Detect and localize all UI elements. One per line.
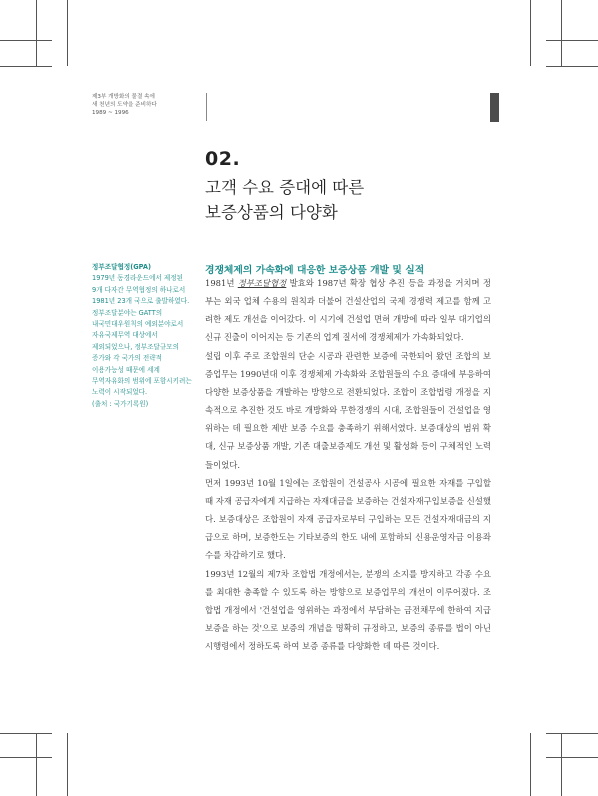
crop-mark	[67, 733, 68, 796]
sidenote-source: (출처 : 국가기록원)	[92, 399, 149, 408]
crop-mark	[546, 733, 598, 734]
header-divider	[206, 93, 207, 121]
running-head-subtitle: 새 천년의 도약을 준비하다	[92, 102, 157, 109]
paragraph: 먼저 1993년 10월 1일에는 조합원이 건설공사 시공에 필요한 자재를 구입할 때 자재 공급자에게 지급하는 자재대금을 보증하는 건설자재구입보증을 신설했다. 보증대상은 조합원이 자재 공급자로부터 구입하는 모든 건설자재대금의 지급으로 하며, 보증한도는 기타보증의 한도 내에 포함하되 신용운영자금 이용좌수를 차감하기로 했다.	[205, 477, 491, 561]
chapter-title-line: 고객 수요 증대에 따른	[205, 178, 365, 197]
chapter-tab-marker	[490, 93, 499, 122]
crop-mark	[0, 66, 52, 67]
paragraph-text: 발효와 1987년 확장 협상 추진 등을 과정을 거치며 정부는 외국 업체 수용의 원칙과 더불어 건설산업의 국제 경쟁력 제고를 함께 고려한 제도 개선을 이어갔다. 이 시기에 건설업 면허 개방에 따라 일부 대기업의 신규 진출이 이어지는 등 기존의 업계 질서에 경쟁체제가 가속화되었다.	[205, 278, 491, 343]
sidenote	[92, 262, 195, 410]
crop-mark	[530, 733, 531, 796]
crop-mark	[36, 733, 37, 796]
running-head-years: 1989 ~ 1996	[92, 110, 129, 117]
sidenote-title: 정부조달협정(GPA)	[92, 263, 151, 271]
paragraph	[205, 274, 491, 347]
crop-mark	[546, 40, 598, 41]
crop-mark	[546, 757, 598, 758]
chapter-title-line: 보증상품의 다양화	[205, 203, 338, 222]
crop-mark	[36, 0, 37, 66]
crop-mark	[561, 733, 562, 796]
running-head	[92, 93, 202, 118]
crop-mark	[530, 0, 531, 66]
crop-mark	[0, 40, 52, 41]
paragraph: 설립 이후 주로 조합원의 단순 시공과 관련한 보증에 국한되어 왔던 조합의 보증업무는 1990년대 이후 경쟁체제 가속화와 조합원들의 수요 증대에 부응하여 다양한 보증상품을 개발하는 방향으로 전환되었다. 조합이 조합법령 개정을 지속적으로 추진한 것도 바로 개방화와 무한경쟁의 시대, 조합원들이 건설업을 영위하는 데 필요한 제반 보증 수요를 충족하기 위해서였다. 보증대상의 범위 확대, 신규 보증상품 개발, 기존 대출보증제도 개선 및 활성화 등이 구체적인 노력들이었다.	[205, 350, 491, 470]
crop-mark	[0, 733, 52, 734]
paragraph-text: 1981년	[205, 278, 238, 288]
section-heading: 경쟁체제의 가속화에 대응한 보증상품 개발 및 실적	[205, 265, 425, 276]
chapter-title	[205, 175, 465, 225]
crop-mark	[0, 757, 52, 758]
paragraph: 1993년 12월의 제7차 조합법 개정에서는, 분쟁의 소지를 방지하고 각종 수요를 최대한 충족할 수 있도록 하는 방향으로 보증업무의 개선이 이루어졌다. 조합법 개정에서 '건설업을 영위하는 과정에서 부담하는 금전채무에 한하여 지급보증을 하는 것'으로 보증의 개념을 명확히 규정하고, 보증의 종류를 법이 아닌 시행령에서 정하도록 하여 보증 종류를 다양화한 데 따른 것이다.	[205, 568, 491, 652]
running-head-part: 제3부 개방화의 물결 속에	[92, 94, 155, 100]
body-text	[205, 274, 491, 655]
crop-mark	[561, 0, 562, 66]
chapter-number: 02.	[205, 148, 241, 170]
crop-mark	[546, 66, 598, 67]
crop-mark	[67, 0, 68, 66]
glossary-term: 정부조달협정	[237, 278, 287, 288]
sidenote-text: 1979년 동경라운드에서 제정된 9개 다자간 무역협정의 하나로서 1981년 23개 국으로 출발하였다. 정부조달분야는 GATT의 내국민대우원칙의 예외분야로서 자유국제무역 대상에서 제외되었으나, 정부조달규모의 증가와 각 국가의 전략적 이용가능성 때문에 세계 무역자유화의 범위에 포함시키려는 노력이 시작되었다.	[92, 274, 192, 397]
